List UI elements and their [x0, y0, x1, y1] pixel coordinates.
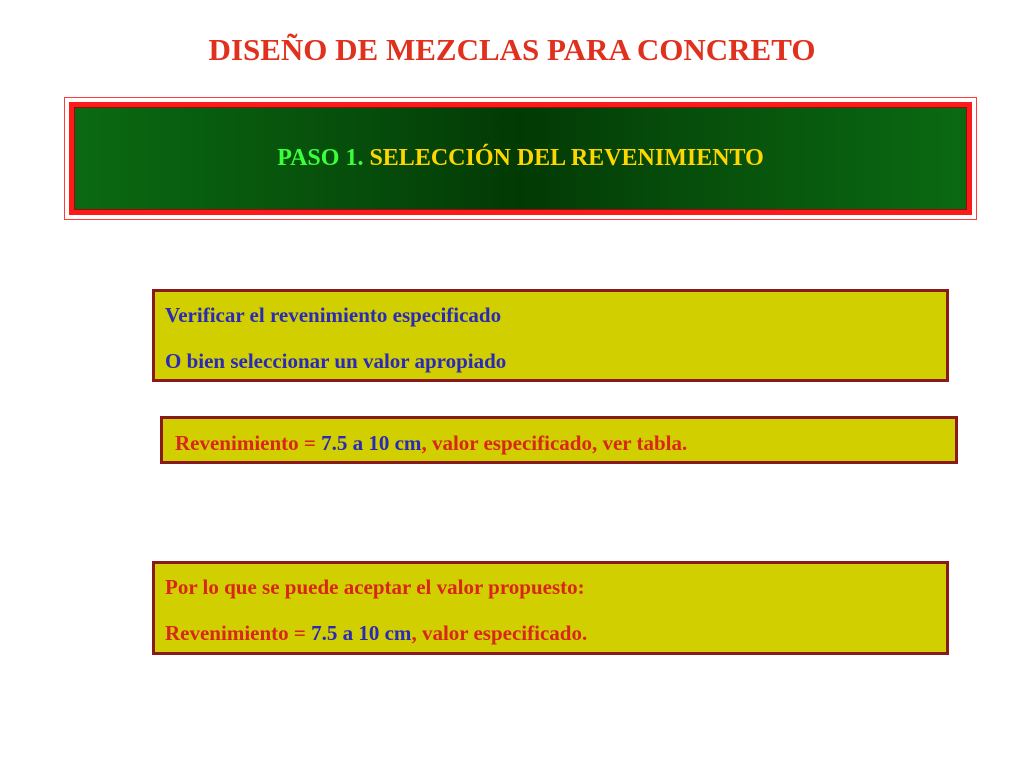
conclusion-value: 7.5 a 10 cm [311, 621, 412, 645]
step-text: SELECCIÓN DEL REVENIMIENTO [363, 145, 764, 171]
instruction-line-select: O bien seleccionar un valor apropiado [165, 349, 507, 373]
slump-value-box [160, 416, 958, 464]
slump-value: 7.5 a 10 cm [321, 431, 422, 455]
conclusion-suffix: , valor especificado. [411, 621, 588, 645]
step-banner-panel [74, 107, 967, 210]
step-banner-heading [277, 145, 764, 172]
slump-prefix: Revenimiento = [175, 431, 322, 455]
instruction-box [152, 289, 949, 382]
conclusion-value-line [165, 618, 936, 648]
slide-title: DISEÑO DE MEZCLAS PARA CONCRETO [208, 32, 816, 67]
conclusion-line: Por lo que se puede aceptar el valor propuesto: [165, 575, 585, 599]
step-banner-frame [69, 102, 972, 215]
slump-suffix: , valor especificado, ver tabla. [421, 431, 688, 455]
instruction-line-verify: Verificar el revenimiento especificado [165, 303, 502, 327]
step-banner [64, 97, 977, 220]
step-label: PASO 1. [277, 145, 364, 171]
conclusion-prefix: Revenimiento = [165, 621, 312, 645]
conclusion-box [152, 561, 949, 655]
slump-value-line [175, 428, 943, 458]
